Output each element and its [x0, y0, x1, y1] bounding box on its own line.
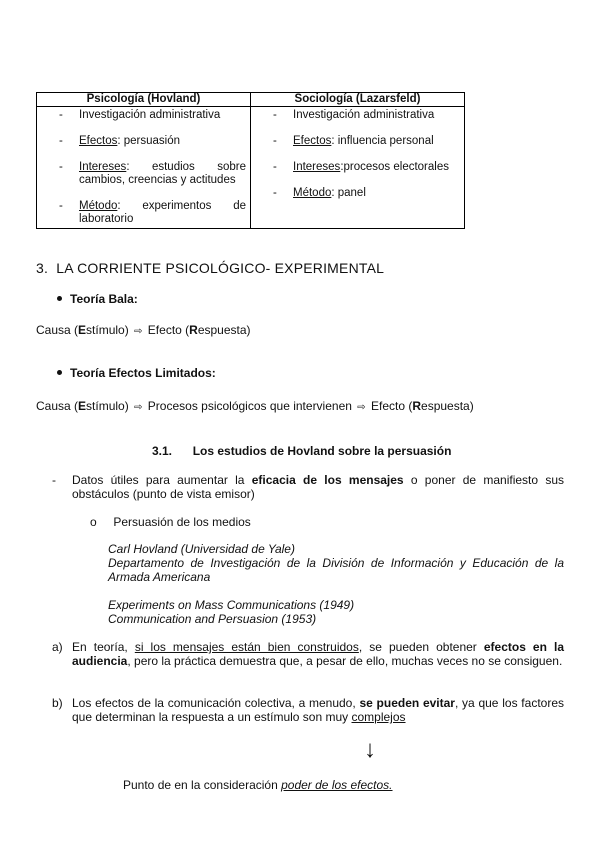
table-header-psicologia: Psicología (Hovland)	[37, 93, 251, 107]
list-item: - Intereses: estudios sobre cambios, creencias y actitudes	[59, 161, 246, 186]
section-number: 3.	[36, 260, 49, 276]
list-item: - Investigación administrativa	[273, 109, 435, 121]
table-header-sociologia: Sociología (Lazarsfeld)	[251, 93, 465, 107]
table-cell-sociologia	[251, 107, 465, 229]
right-arrow-icon: ⇨	[134, 326, 143, 337]
bullet-icon	[57, 296, 62, 301]
bullet-teoria-efectos-limitados: Teoría Efectos Limitados:	[57, 366, 216, 380]
right-arrow-icon: ⇨	[134, 402, 143, 413]
subsection-title: Los estudios de Hovland sobre la persuasión	[192, 444, 452, 458]
dash: -	[59, 109, 63, 121]
list-item: - Investigación administrativa	[59, 109, 221, 121]
section-heading	[36, 260, 384, 276]
dash: -	[273, 161, 277, 173]
datos-paragraph: - Datos útiles para aumentar la eficacia de los mensajes o poner de manifiesto sus obstáculos (punto de vista emisor)	[52, 473, 564, 501]
right-arrow-icon: ⇨	[357, 402, 366, 413]
subsection-heading	[152, 444, 451, 458]
table-cell-psicologia	[37, 107, 251, 229]
persuasion-item: o Persuasión de los medios	[90, 515, 251, 529]
list-item: - Método: panel	[273, 187, 366, 199]
bala-formula: Causa (Estímulo) ⇨ Efecto (Respuesta)	[36, 323, 251, 337]
item-a: a) En teoría, si los mensajes están bien construidos, se pueden obtener efectos en la audiencia, pero la práctica demuestra que, a pesar de ello, muchas veces no se consiguen.	[52, 640, 564, 668]
limitados-formula: Causa (Estímulo) ⇨ Procesos psicológicos que intervienen ⇨ Efecto (Respuesta)	[36, 399, 474, 413]
dash: -	[59, 200, 63, 212]
dash: -	[52, 473, 56, 487]
list-item: - Efectos: influencia personal	[273, 135, 434, 147]
final-line: Punto de en la consideración poder de los efectos.	[123, 778, 393, 792]
sub-bullet-marker: o	[90, 515, 97, 529]
section-title: LA CORRIENTE PSICOLÓGICO- EXPERIMENTAL	[56, 260, 385, 276]
dash: -	[273, 135, 277, 147]
hovland-department: Departamento de Investigación de la División de Información y Educación de la Armada Americana	[108, 556, 564, 584]
bullet-icon	[57, 370, 62, 375]
dash: -	[273, 187, 277, 199]
hovland-book-1: Experiments on Mass Communications (1949)	[108, 598, 355, 612]
item-marker: a)	[52, 640, 63, 654]
bullet-teoria-bala: Teoría Bala:	[57, 292, 138, 306]
hovland-info	[108, 542, 564, 626]
item-b: b) Los efectos de la comunicación colectiva, a menudo, se pueden evitar, ya que los factores que determinan la respuesta a un estímulo son muy complejos	[52, 696, 564, 724]
item-marker: b)	[52, 696, 63, 710]
hovland-book-2: Communication and Persuasion (1953)	[108, 612, 317, 626]
dash: -	[59, 161, 63, 173]
comparison-table	[36, 92, 465, 229]
dash: -	[273, 109, 277, 121]
dash: -	[59, 135, 63, 147]
list-item: - Intereses:procesos electorales	[273, 161, 449, 173]
list-item: - Efectos: persuasión	[59, 135, 181, 147]
list-item: - Método: experimentos de laboratorio	[59, 200, 246, 225]
hovland-affiliation: Carl Hovland (Universidad de Yale)	[108, 542, 295, 556]
down-arrow-icon: ↓	[364, 736, 376, 763]
subsection-number: 3.1.	[152, 444, 173, 458]
